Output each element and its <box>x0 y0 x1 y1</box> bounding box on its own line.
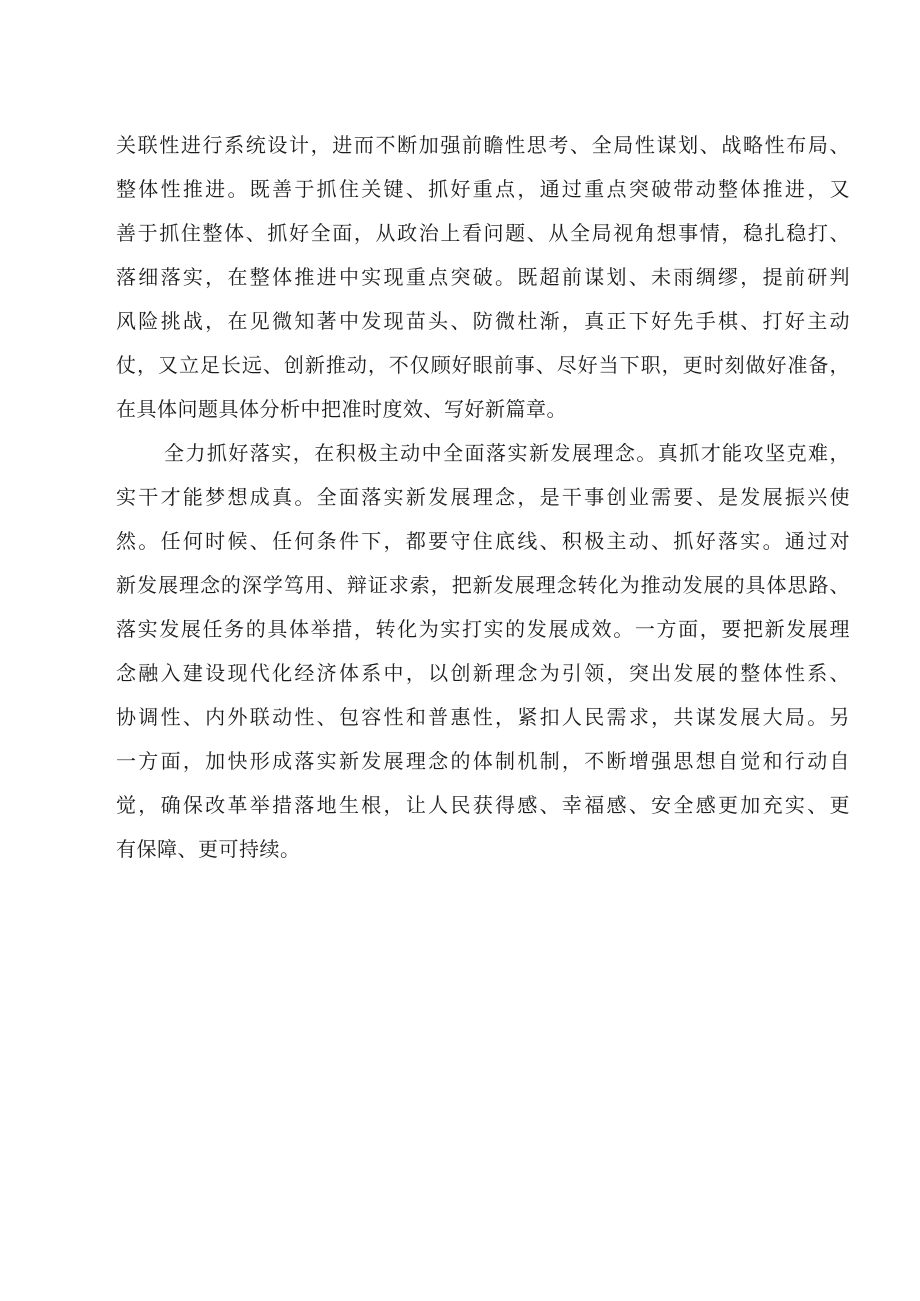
paragraph-line: 关联性进行系统设计，进而不断加强前瞻性思考、全局性谋划、战略性布局、 <box>116 133 850 157</box>
paragraph-2 <box>116 431 850 871</box>
paragraph-line: 整体性推进。既善于抓住关键、抓好重点，通过重点突破带动整体推进，又 <box>116 177 850 201</box>
paragraph-line: 然。任何时候、任何条件下，都要守住底线、积极主动、抓好落实。通过对 <box>116 529 850 553</box>
paragraph-1 <box>116 123 850 431</box>
paragraph-line: 有保障、更可持续。 <box>116 837 301 861</box>
paragraph-line: 一方面，加快形成落实新发展理念的体制机制，不断增强思想自觉和行动自 <box>116 749 850 773</box>
paragraph-line: 落实发展任务的具体举措，转化为实打实的发展成效。一方面，要把新发展理 <box>116 617 850 641</box>
paragraph-line: 新发展理念的深学笃用、辩证求索，把新发展理念转化为推动发展的具体思路、 <box>116 573 850 597</box>
paragraph-line: 在具体问题具体分析中把准时度效、写好新篇章。 <box>116 397 567 421</box>
paragraph-line: 实干才能梦想成真。全面落实新发展理念，是干事创业需要、是发展振兴使 <box>116 485 850 509</box>
paragraph-line: 善于抓住整体、抓好全面，从政治上看问题、从全局视角想事情，稳扎稳打、 <box>116 221 850 245</box>
paragraph-line: 协调性、内外联动性、包容性和普惠性，紧扣人民需求，共谋发展大局。另 <box>116 705 850 729</box>
paragraph-line: 风险挑战，在见微知著中发现苗头、防微杜渐，真正下好先手棋、打好主动 <box>116 309 850 333</box>
paragraph-line: 觉，确保改革举措落地生根，让人民获得感、幸福感、安全感更加充实、更 <box>116 793 850 817</box>
paragraph-line: 仗，又立足长远、创新推动，不仅顾好眼前事、尽好当下职，更时刻做好准备， <box>116 353 850 377</box>
paragraph-line: 全力抓好落实，在积极主动中全面落实新发展理念。真抓才能攻坚克难， <box>164 441 850 465</box>
paragraph-line: 念融入建设现代化经济体系中，以创新理念为引领，突出发展的整体性系、 <box>116 661 850 685</box>
paragraph-line: 落细落实，在整体推进中实现重点突破。既超前谋划、未雨绸缪，提前研判 <box>116 265 850 289</box>
